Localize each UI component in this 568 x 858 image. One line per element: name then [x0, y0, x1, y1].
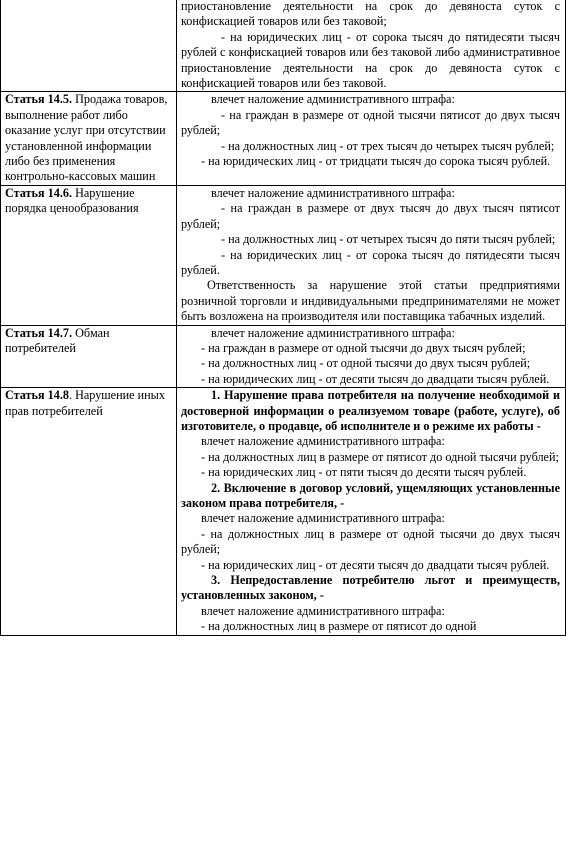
penalty-heading: 1. Нарушение права потребителя на получение необходимой и достоверной информации о реализуемом товаре (работе, услуге), об изготовителе, о продавце, об исполнителе и о режиме их работы -: [181, 388, 560, 433]
table-row-article-14-7: [1, 325, 566, 388]
penalty-text: влечет наложение административного штрафа:: [201, 603, 445, 618]
article-number: Статья 14.5.: [5, 92, 73, 107]
penalty-cell: [177, 325, 566, 388]
penalty-text: влечет наложение административного штрафа:: [211, 92, 455, 107]
penalty-heading: 3. Непредоставление потребителю льгот и преимуществ, установленных законом, -: [181, 573, 560, 603]
penalty-text: - на юридических лиц - от сорока тысяч до пятидесяти тысяч рублей с конфискацией товаров или без таковой либо административное приостановление деятельности на срок до девяноста суток с конфискацией товаров или без таковой.: [181, 29, 560, 91]
penalty-heading: 2. Включение в договор условий, ущемляющих установленные законом права потребителя, -: [181, 480, 560, 510]
penalty-text: - на граждан в размере от одной тысячи до двух тысяч рублей;: [201, 340, 526, 355]
article-title: . Нарушение иных прав потребителей: [5, 388, 165, 418]
table-row-article-14-5: [1, 92, 566, 185]
article-title: Продажа товаров, выполнение работ либо оказание услуг при отсутствии установленной информации либо без применения контрольно-кассовых машин: [5, 92, 168, 184]
penalty-text: влечет наложение административного штрафа:: [201, 434, 445, 449]
article-number: Статья 14.8: [5, 388, 69, 403]
penalty-text: - на юридических лиц - от десяти тысяч до двадцати тысяч рублей.: [201, 557, 550, 572]
article-cell: [1, 388, 177, 636]
table-row-article-14-8: [1, 388, 566, 636]
penalty-text: - на юридических лиц - от сорока тысяч до пятидесяти тысяч рублей.: [181, 247, 560, 277]
penalty-text: - на должностных лиц - от одной тысячи до двух тысяч рублей;: [201, 356, 531, 371]
penalty-text: Ответственность за нарушение этой статьи предприятиями розничной торговли и индивидуальными предпринимателями не может быть возложена на производителя или поставщика табачных изделий.: [181, 278, 560, 324]
table-row-article-14-6: [1, 185, 566, 325]
article-number: Статья 14.6.: [5, 185, 73, 200]
penalty-cell: [177, 388, 566, 636]
penalty-text: - на должностных лиц в размере от пятисот до одной: [201, 619, 477, 634]
penalty-text: - на юридических лиц - от тридцати тысяч до сорока тысяч рублей.: [201, 154, 551, 169]
penalty-text: - на граждан в размере от двух тысяч до двух тысяч пятисот рублей;: [181, 201, 560, 231]
penalty-text: влечет наложение административного штрафа:: [211, 325, 455, 340]
penalty-text: - на юридических лиц - от десяти тысяч до двадцати тысяч рублей.: [201, 371, 550, 386]
penalty-cell: [177, 92, 566, 185]
article-title: Обман потребителей: [5, 325, 110, 355]
article-cell: [1, 185, 177, 325]
penalty-text: - на должностных лиц - от трех тысяч до четырех тысяч рублей;: [221, 138, 555, 153]
article-cell: [1, 325, 177, 388]
penalty-cell: [177, 185, 566, 325]
penalty-text: - на юридических лиц - от пяти тысяч до десяти тысяч рублей.: [201, 465, 527, 480]
penalty-text: влечет наложение административного штрафа:: [211, 185, 455, 200]
article-cell: [1, 92, 177, 185]
table-row-continuation: [1, 0, 566, 92]
article-title: Нарушение порядка ценообразования: [5, 185, 139, 216]
article-cell-empty: [1, 0, 177, 92]
article-number: Статья 14.7.: [5, 325, 73, 340]
penalty-cell: [177, 0, 566, 92]
penalty-text: - на должностных лиц в размере от одной тысячи до двух тысяч рублей;: [181, 526, 560, 557]
penalty-text: приостановление деятельности на срок до девяноста суток с конфискацией товаров или без таковой;: [181, 0, 560, 29]
penalty-text: - на должностных лиц - от четырех тысяч до пяти тысяч рублей;: [221, 232, 556, 247]
penalty-text: - на должностных лиц в размере от пятисот до одной тысячи рублей;: [201, 449, 559, 464]
penalty-text: влечет наложение административного штрафа:: [201, 511, 445, 526]
penalty-text: - на граждан в размере от одной тысячи пятисот до двух тысяч рублей;: [181, 107, 560, 138]
